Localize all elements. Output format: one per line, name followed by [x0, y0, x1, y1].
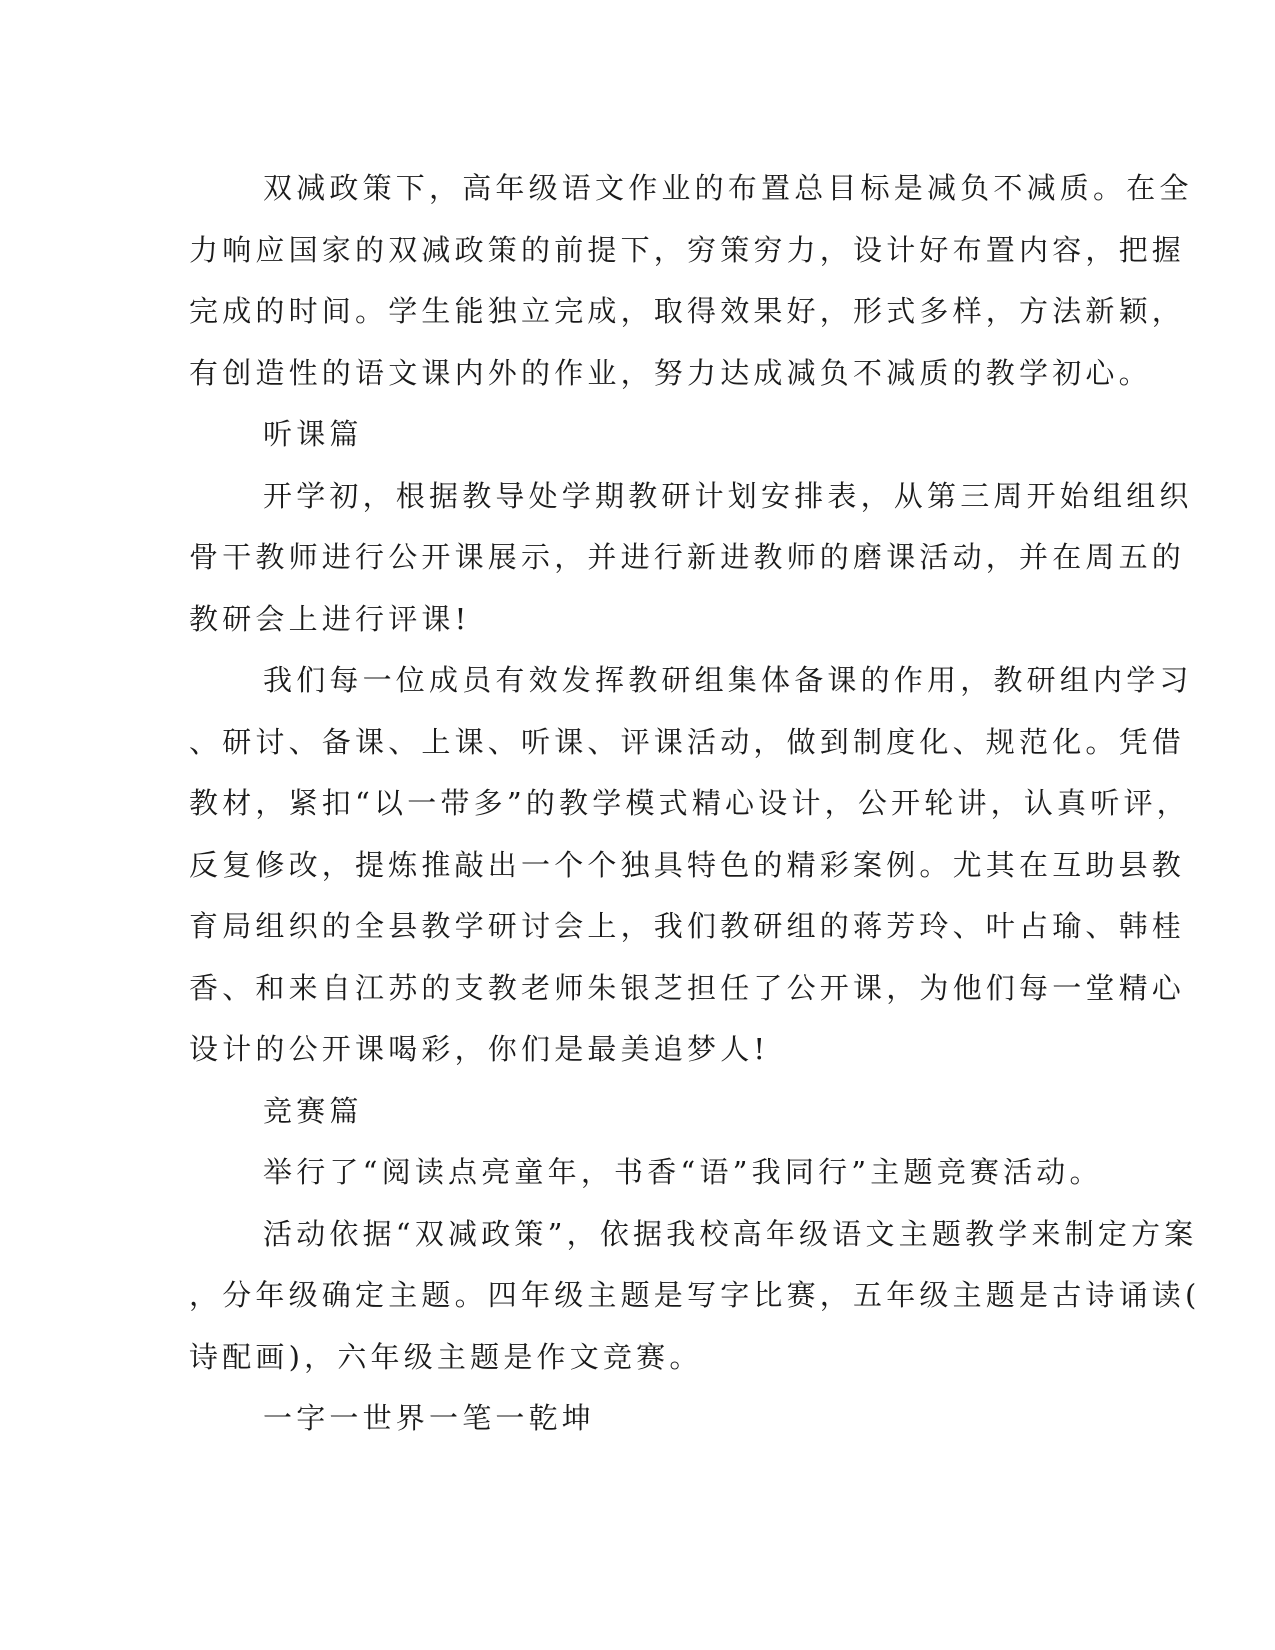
paragraph-line: 有创造性的语文课内外的作业，努力达成减负不减质的教学初心。	[189, 355, 1152, 390]
paragraph-line: 骨干教师进行公开课展示，并进行新进教师的磨课活动，并在周五的	[189, 540, 1186, 574]
paragraph-line: 活动依据“双减政策”，依据我校高年级语文主题教学来制定方案	[263, 1216, 1198, 1251]
paragraph-line: 双减政策下，高年级语文作业的布置总目标是减负不减质。在全	[263, 171, 1193, 205]
paragraph-line: 香、和来自江苏的支教老师朱银芝担任了公开课，为他们每一堂精心	[189, 970, 1186, 1005]
paragraph-line: 育局组织的全县教学研讨会上，我们教研组的蒋芳玲、叶占瑜、韩桂	[189, 909, 1186, 943]
paragraph-line: 教研会上进行评课!	[189, 601, 471, 636]
section-heading: 听课篇	[263, 417, 363, 451]
paragraph-line: 反复修改，提炼推敲出一个个独具特色的精彩案例。尤其在互助县教	[189, 847, 1186, 882]
paragraph-line: 、研讨、备课、上课、听课、评课活动，做到制度化、规范化。凭借	[189, 724, 1186, 759]
paragraph-line: 我们每一位成员有效发挥教研组集体备课的作用，教研组内学习	[263, 663, 1193, 697]
paragraph-line: 完成的时间。学生能独立完成，取得效果好，形式多样，方法新颖，	[189, 294, 1186, 328]
paragraph-line: ，分年级确定主题。四年级主题是写字比赛，五年级主题是古诗诵读(	[189, 1278, 1201, 1312]
paragraph-line: 开学初，根据教导处学期教研计划安排表，从第三周开始组组织	[263, 478, 1193, 513]
section-heading: 竞赛篇	[263, 1093, 363, 1128]
paragraph-line: 教材，紧扣“以一带多”的教学模式精心设计，公开轮讲，认真听评，	[189, 786, 1190, 820]
paragraph-line: 设计的公开课喝彩，你们是最美追梦人!	[189, 1032, 770, 1066]
paragraph-line: 力响应国家的双减政策的前提下，穷策穷力，设计好布置内容，把握	[189, 232, 1186, 267]
paragraph-line: 举行了“阅读点亮童年，书香“语”我同行”主题竞赛活动。	[263, 1155, 1103, 1189]
paragraph-line: 诗配画)，六年级主题是作文竞赛。	[189, 1339, 703, 1374]
document-body	[189, 158, 1201, 1450]
subsection-heading: 一字一世界一笔一乾坤	[263, 1401, 596, 1435]
